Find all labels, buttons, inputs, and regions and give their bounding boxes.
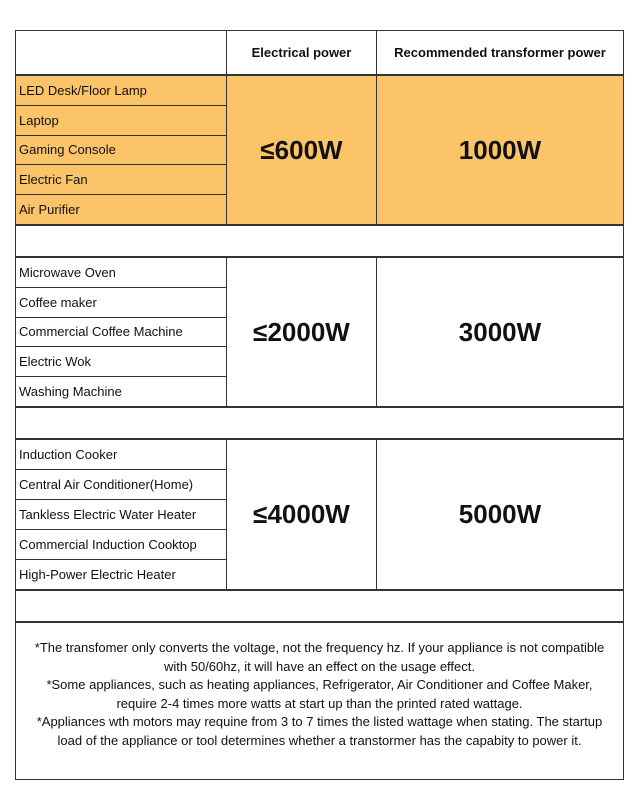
appliance-item: Gaming Console (16, 136, 226, 166)
table-group-600w (15, 75, 624, 225)
appliance-item: Commercial Induction Cooktop (16, 530, 226, 560)
spacer-row (15, 407, 624, 439)
header-recommended-power: Recommended transformer power (394, 45, 606, 60)
appliance-item: Laptop (16, 106, 226, 136)
header-electrical-power: Electrical power (227, 31, 377, 74)
appliance-item: Central Air Conditioner(Home) (16, 470, 226, 500)
appliance-item: Electric Fan (16, 165, 226, 195)
appliance-item: Commercial Coffee Machine (16, 318, 226, 348)
recommended-power-value: 3000W (458, 316, 542, 347)
appliance-item: Induction Cooker (16, 440, 226, 470)
appliance-list (16, 440, 227, 589)
appliance-item: Tankless Electric Water Heater (16, 500, 226, 530)
electrical-power-value: ≤4000W (227, 440, 377, 589)
table-header (15, 30, 624, 75)
appliance-item: Air Purifier (19, 202, 80, 218)
recommended-power-value: 1000W (458, 134, 542, 165)
spacer-row (15, 225, 624, 257)
footnote-text: *The transfomer only converts the voltage, not the frequency hz. If your appliance is not compatible with 50/60hz, it will have an effect on the usage effect. (34, 640, 605, 674)
appliance-item: LED Desk/Floor Lamp (16, 76, 226, 106)
appliance-item: High-Power Electric Heater (19, 567, 176, 582)
appliance-item: Microwave Oven (16, 258, 226, 288)
appliance-item: Coffee maker (16, 288, 226, 318)
table-group-4000w (15, 439, 624, 590)
header-empty-cell (16, 31, 227, 74)
appliance-list (16, 258, 227, 406)
electrical-power-value: ≤600W (227, 76, 377, 224)
footnote-text: *Appliances wth motors may requine from 3 to 7 times the listed wattage when stating. The startup load of the appliance or tool determines whether a transtormer has the capabity to power it. (36, 714, 603, 748)
recommended-power-value: 5000W (458, 499, 542, 529)
table-group-2000w (15, 257, 624, 407)
appliance-list (16, 76, 227, 224)
footnote-text: *Some appliances, such as heating appliances, Refrigerator, Air Conditioner and Coffee Maker, require 2-4 times more watts at start up than the printed rated wattage. (46, 677, 593, 711)
spacer-row (15, 590, 624, 622)
appliance-item: Electric Wok (16, 347, 226, 377)
appliance-item: Washing Machine (19, 384, 122, 400)
electrical-power-value: ≤2000W (227, 258, 377, 406)
footnote-box (15, 622, 624, 780)
